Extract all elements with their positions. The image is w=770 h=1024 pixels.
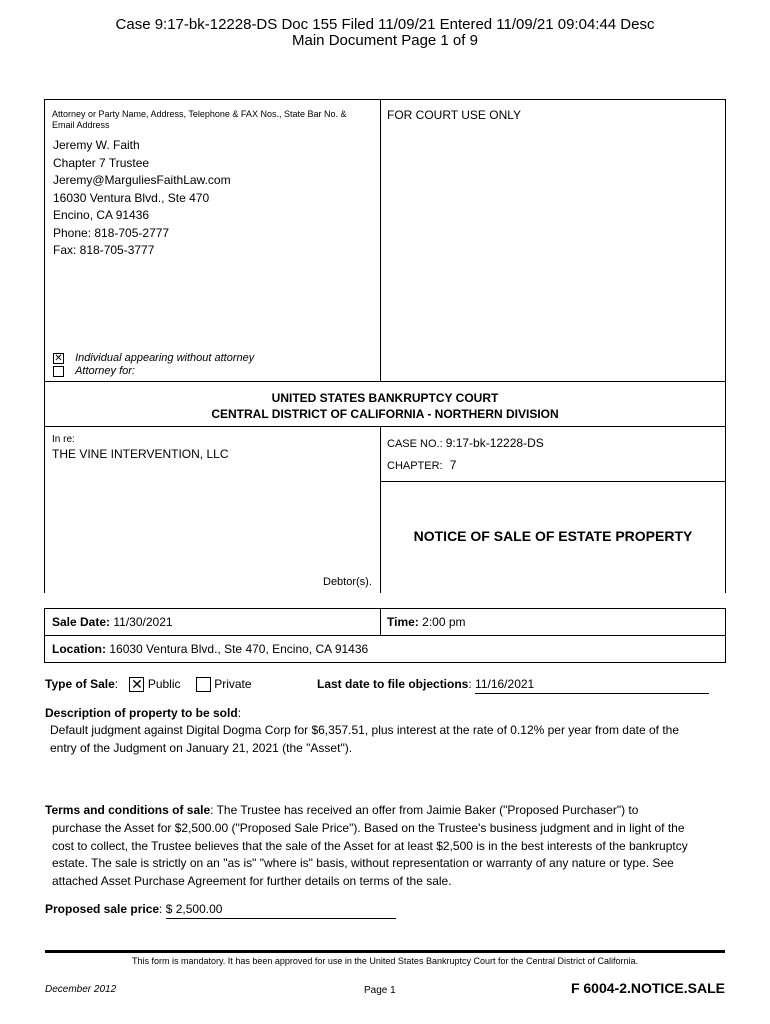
sale-time-label: Time: [387, 615, 419, 629]
terms-line: attached Asset Purchase Agreement for further details on terms of the sale. [52, 873, 452, 888]
price-value: $ 2,500.00 [166, 901, 396, 919]
terms-label: Terms and conditions of sale [45, 803, 211, 817]
attorney-line: Encino, CA 91436 [53, 208, 150, 222]
sale-date-label: Sale Date: [52, 615, 111, 629]
attorney-info [53, 137, 231, 260]
sale-time-value: 2:00 pm [422, 615, 466, 629]
attorney-box [44, 99, 381, 382]
terms-text [52, 820, 742, 890]
attorney-label: Attorney or Party Name, Address, Telephone & FAX Nos., State Bar No. & Email Address [52, 109, 347, 130]
private-label: Private [214, 677, 252, 691]
terms-first-row: Terms and conditions of sale: The Trustee has received an offer from Jaimie Baker ("Proposed Purchaser") to [45, 803, 639, 817]
sale-time-row [387, 615, 466, 629]
attorney-for-checkbox[interactable] [53, 366, 64, 377]
case-header-line1: Case 9:17-bk-12228-DS Doc 155 Filed 11/09/21 Entered 11/09/21 09:04:44 Desc [115, 16, 655, 33]
private-checkbox[interactable] [196, 677, 211, 692]
court-use-label: FOR COURT USE ONLY [387, 108, 522, 122]
attorney-line: Jeremy@MarguliesFaithLaw.com [53, 173, 231, 187]
attorney-line: 16030 Ventura Blvd., Ste 470 [53, 190, 210, 205]
price-label: Proposed sale price [45, 902, 160, 916]
footer-date: December 2012 [45, 984, 117, 995]
footer-page: Page 1 [364, 985, 396, 996]
form-id: F 6004-2.NOTICE.SALE [570, 980, 725, 996]
attorney-line: Chapter 7 Trustee [53, 155, 150, 170]
sale-date-value: 11/30/2021 [113, 615, 173, 629]
debtor-name: THE VINE INTERVENTION, LLC [52, 447, 229, 461]
attorney-line: Phone: 818-705-2777 [53, 225, 170, 240]
chapter-row [387, 458, 456, 472]
description-text [50, 722, 730, 757]
debtors-label: Debtor(s). [323, 576, 372, 588]
type-of-sale-row: Type of Sale: ✕ Public Private [45, 676, 252, 693]
footer-mandatory: This form is mandatory. It has been approved for use in the United States Bankruptcy Court for the Central District of California. [131, 956, 639, 966]
case-no-value: 9:17-bk-12228-DS [445, 436, 544, 450]
attorney-line: Jeremy W. Faith [53, 138, 140, 152]
debtor-box [44, 426, 381, 593]
price-row: Proposed sale price: $ 2,500.00 [45, 901, 396, 919]
individual-checkbox[interactable]: ✕ [54, 352, 63, 364]
description-label: Description of property to be sold [45, 706, 238, 720]
attorney-for-label: Attorney for: [75, 365, 135, 377]
sale-location-label: Location: [52, 642, 106, 656]
sale-location-box [44, 635, 726, 663]
chapter-value: 7 [449, 458, 457, 472]
court-title-box [44, 381, 726, 427]
footer-rule [45, 950, 725, 953]
in-re-label: In re: [52, 434, 75, 445]
terms-line: purchase the Asset for $2,500.00 ("Proposed Sale Price"). Based on the Trustee's business judgment and in light of the [52, 821, 685, 835]
terms-line: cost to collect, the Trustee believes that the sale of the Asset for at least $2,500 is in the best interests of the bankruptcy [52, 838, 688, 853]
terms-line: The Trustee has received an offer from Jaimie Baker ("Proposed Purchaser") to [216, 803, 639, 817]
public-label: Public [147, 677, 181, 691]
case-info-box [380, 426, 726, 482]
description-line: Default judgment against Digital Dogma Corp for $6,357.51, plus interest at the rate of 0.12% per year from date of the [50, 723, 680, 737]
chapter-label: CHAPTER: [387, 460, 443, 472]
objection-date: 11/16/2021 [475, 676, 709, 694]
individual-label: Individual appearing without attorney [75, 352, 255, 364]
sale-location-value: 16030 Ventura Blvd., Ste 470, Encino, CA 91436 [109, 642, 369, 656]
description-line: entry of the Judgment on January 21, 2021 (the "Asset"). [50, 740, 353, 755]
type-of-sale-label: Type of Sale [45, 677, 115, 691]
objection-row: Last date to file objections: 11/16/2021 [317, 676, 709, 694]
attorney-line: Fax: 818-705-3777 [53, 243, 155, 257]
attorney-for-row [53, 365, 135, 378]
public-checkbox[interactable]: ✕ [131, 676, 143, 693]
case-header-line2: Main Document Page 1 of 9 [292, 32, 478, 49]
sale-date-row [52, 615, 173, 629]
sale-date-box [44, 608, 381, 636]
objection-label: Last date to file objections [317, 677, 469, 691]
individual-row [53, 352, 254, 365]
court-name: UNITED STATES BANKRUPTCY COURT [271, 391, 499, 405]
court-use-box [380, 99, 726, 382]
notice-title: NOTICE OF SALE OF ESTATE PROPERTY [413, 528, 693, 544]
case-no-row [387, 436, 544, 450]
case-no-label: CASE NO.: [387, 438, 443, 450]
court-district: CENTRAL DISTRICT OF CALIFORNIA - NORTHERN DIVISION [211, 407, 559, 421]
notice-title-box [380, 481, 726, 593]
terms-line: estate. The sale is strictly on an "as is" "where is" basis, without representation or warranty of any nature or type. See [52, 856, 674, 870]
description-heading: Description of property to be sold: [45, 706, 242, 720]
sale-time-box [380, 608, 726, 636]
sale-location-row [52, 642, 368, 656]
